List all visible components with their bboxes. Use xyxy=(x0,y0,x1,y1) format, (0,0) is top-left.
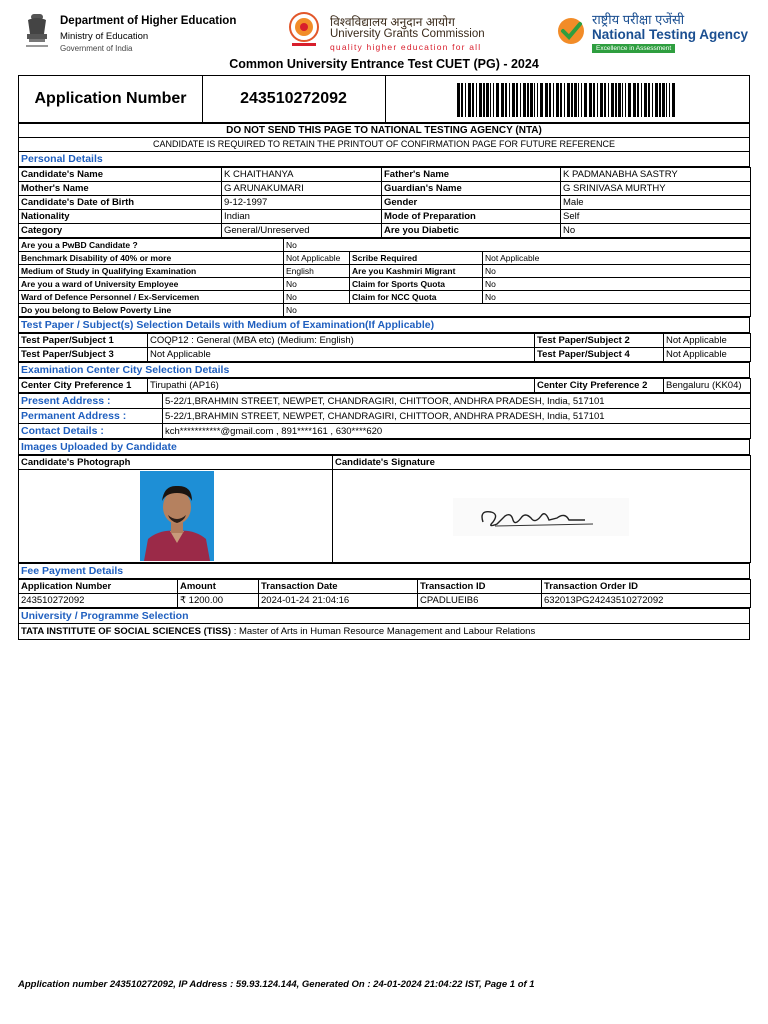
page-footer: Application number 243510272092, IP Address : 59.93.124.144, Generated On : 24-01-2024 21:04:22 IST, Page 1 of 1 xyxy=(18,979,535,990)
fee-transaction-order-id: 632013PG24243510272092 xyxy=(542,594,751,608)
column-header: Transaction Order ID xyxy=(542,580,751,594)
application-number-value: 243510272092 xyxy=(202,76,386,122)
subject-4-value: Not Applicable xyxy=(664,348,751,362)
table-row xyxy=(19,409,751,424)
table-row xyxy=(19,304,751,317)
checkmark-icon xyxy=(556,16,586,46)
photo-label: Candidate's Photograph xyxy=(19,456,333,470)
guardian-name: G SRINIVASA MURTHY xyxy=(561,182,751,196)
table-row xyxy=(19,239,751,252)
present-address-value: 5-22/1,BRAHMIN STREET, NEWPET, CHANDRAGIRI, CHITTOOR, ANDHRA PRADESH, India, 517101 xyxy=(163,394,751,409)
field-label: Do you belong to Below Poverty Line xyxy=(19,304,284,317)
table-row xyxy=(19,424,751,439)
field-label: Are you Diabetic xyxy=(382,224,561,238)
field-label: Ward of Defence Personnel / Ex-Servicemen xyxy=(19,291,284,304)
field-label: Scribe Required xyxy=(350,252,483,265)
field-label: Are you a ward of University Employee xyxy=(19,278,284,291)
page-title: Common University Entrance Test CUET (PG) - 2024 xyxy=(229,57,539,71)
field-label: Mother's Name xyxy=(19,182,222,196)
kashmiri-value: No xyxy=(483,265,751,278)
nationality: Indian xyxy=(222,210,382,224)
table-row xyxy=(19,182,751,196)
table-row xyxy=(19,456,751,470)
field-label: Are you Kashmiri Migrant xyxy=(350,265,483,278)
ministry-of-education-logo xyxy=(22,10,252,54)
field-label: Benchmark Disability of 40% or more xyxy=(19,252,284,265)
column-header: Transaction Date xyxy=(259,580,418,594)
page-header xyxy=(0,0,768,56)
section-heading-exam-city: Examination Center City Selection Details xyxy=(19,363,750,378)
field-label: Candidate's Date of Birth xyxy=(19,196,222,210)
present-address-label: Present Address : xyxy=(19,394,163,409)
table-row xyxy=(19,265,751,278)
univ-emp-value: No xyxy=(284,278,350,291)
table-row xyxy=(19,252,751,265)
field-label: Category xyxy=(19,224,222,238)
field-label: Nationality xyxy=(19,210,222,224)
city-preference-2: Bengaluru (KK04) xyxy=(664,379,751,393)
moe-line-2: Ministry of Education xyxy=(60,31,149,42)
subject-1-value: COQP12 : General (MBA etc) (Medium: English) xyxy=(148,334,535,348)
field-label: Center City Preference 1 xyxy=(19,379,148,393)
column-header: Application Number xyxy=(19,580,178,594)
sports-value: No xyxy=(483,278,751,291)
fee-application-number: 243510272092 xyxy=(19,594,178,608)
nta-logo xyxy=(556,10,756,54)
field-label: Test Paper/Subject 1 xyxy=(19,334,148,348)
application-number-box xyxy=(18,75,750,123)
programme-name: : Master of Arts in Human Resource Management and Labour Relations xyxy=(231,626,536,637)
section-heading-images: Images Uploaded by Candidate xyxy=(19,440,750,455)
gender: Male xyxy=(561,196,751,210)
notice-do-not-send: DO NOT SEND THIS PAGE TO NATIONAL TESTING AGENCY (NTA) xyxy=(19,124,750,138)
table-row xyxy=(19,291,751,304)
fee-transaction-date: 2024-01-24 21:04:16 xyxy=(259,594,418,608)
table-row xyxy=(19,470,751,563)
nta-tagline: Excellence in Assessment xyxy=(592,44,675,53)
ugc-tagline: quality higher education for all xyxy=(330,42,482,52)
date-of-birth: 9-12-1997 xyxy=(222,196,382,210)
ncc-value: No xyxy=(483,291,751,304)
table-row xyxy=(19,624,750,640)
contact-details-label: Contact Details : xyxy=(19,424,163,439)
programme-selection xyxy=(19,624,750,640)
candidate-photograph xyxy=(140,471,214,561)
mother-name: G ARUNAKUMARI xyxy=(222,182,382,196)
signature-cell xyxy=(333,470,751,563)
candidate-signature xyxy=(453,498,629,536)
table-row xyxy=(19,348,751,362)
column-header: Amount xyxy=(178,580,259,594)
ugc-logo xyxy=(286,10,496,54)
contact-details-value: kch***********@gmail.com , 891****161 , 630****620 xyxy=(163,424,751,439)
ugc-emblem-icon xyxy=(286,10,322,50)
table-row xyxy=(19,168,751,182)
field-label: Claim for NCC Quota xyxy=(350,291,483,304)
field-label: Test Paper/Subject 2 xyxy=(535,334,664,348)
subject-3-value: Not Applicable xyxy=(148,348,535,362)
field-label: Center City Preference 2 xyxy=(535,379,664,393)
permanent-address-value: 5-22/1,BRAHMIN STREET, NEWPET, CHANDRAGIRI, CHITTOOR, ANDHRA PRADESH, India, 517101 xyxy=(163,409,751,424)
nta-english-name: National Testing Agency xyxy=(592,27,749,42)
diabetic: No xyxy=(561,224,751,238)
field-label: Test Paper/Subject 4 xyxy=(535,348,664,362)
university-name: TATA INSTITUTE OF SOCIAL SCIENCES (TISS) xyxy=(21,626,232,637)
city-preference-1: Tirupathi (AP16) xyxy=(148,379,535,393)
fee-amount: ₹ 1200.00 xyxy=(178,594,259,608)
scribe-value: Not Applicable xyxy=(483,252,751,265)
permanent-address-label: Permanent Address : xyxy=(19,409,163,424)
table-row xyxy=(19,580,751,594)
field-label: Test Paper/Subject 3 xyxy=(19,348,148,362)
table-row xyxy=(19,379,751,393)
confirmation-details xyxy=(18,123,750,640)
moe-line-1: Department of Higher Education xyxy=(60,15,237,27)
category: General/Unreserved xyxy=(222,224,382,238)
notice-retain-printout: CANDIDATE IS REQUIRED TO RETAIN THE PRINTOUT OF CONFIRMATION PAGE FOR FUTURE REFERENCE xyxy=(19,138,750,152)
ugc-hindi-name: विश्वविद्यालय अनुदान आयोग xyxy=(330,15,455,29)
subject-2-value: Not Applicable xyxy=(664,334,751,348)
ugc-english-name: University Grants Commission xyxy=(330,28,485,40)
application-number-label: Application Number xyxy=(19,76,203,122)
field-label: Are you a PwBD Candidate ? xyxy=(19,239,284,252)
mode-of-preparation: Self xyxy=(561,210,751,224)
table-row xyxy=(19,594,751,608)
father-name: K PADMANABHA SASTRY xyxy=(561,168,751,182)
pwbd-value: No xyxy=(284,239,751,252)
national-emblem-icon xyxy=(22,12,52,52)
table-row xyxy=(19,210,751,224)
field-label: Claim for Sports Quota xyxy=(350,278,483,291)
bpl-value: No xyxy=(284,304,751,317)
field-label: Gender xyxy=(382,196,561,210)
field-label: Mode of Preparation xyxy=(382,210,561,224)
signature-label: Candidate's Signature xyxy=(333,456,751,470)
field-label: Candidate's Name xyxy=(19,168,222,182)
field-label: Medium of Study in Qualifying Examination xyxy=(19,265,284,278)
section-heading-test-paper: Test Paper / Subject(s) Selection Details with Medium of Examination(If Applicable) xyxy=(19,318,750,333)
column-header: Transaction ID xyxy=(418,580,542,594)
section-heading-personal: Personal Details xyxy=(19,152,750,167)
fee-transaction-id: CPADLUEIB6 xyxy=(418,594,542,608)
table-row xyxy=(19,334,751,348)
section-heading-fee: Fee Payment Details xyxy=(19,564,750,579)
table-row xyxy=(19,224,751,238)
nta-hindi-name: राष्ट्रीय परीक्षा एजेंसी xyxy=(592,12,685,27)
table-row xyxy=(19,278,751,291)
defence-value: No xyxy=(284,291,350,304)
medium-value: English xyxy=(284,265,350,278)
barcode-image xyxy=(457,83,679,117)
field-label: Father's Name xyxy=(382,168,561,182)
field-label: Guardian's Name xyxy=(382,182,561,196)
benchmark-value: Not Applicable xyxy=(284,252,350,265)
candidate-name: K CHAITHANYA xyxy=(222,168,382,182)
moe-line-3: Government of India xyxy=(60,44,133,53)
table-row xyxy=(19,394,751,409)
photo-cell xyxy=(19,470,333,563)
section-heading-programme: University / Programme Selection xyxy=(19,609,750,624)
table-row xyxy=(19,196,751,210)
